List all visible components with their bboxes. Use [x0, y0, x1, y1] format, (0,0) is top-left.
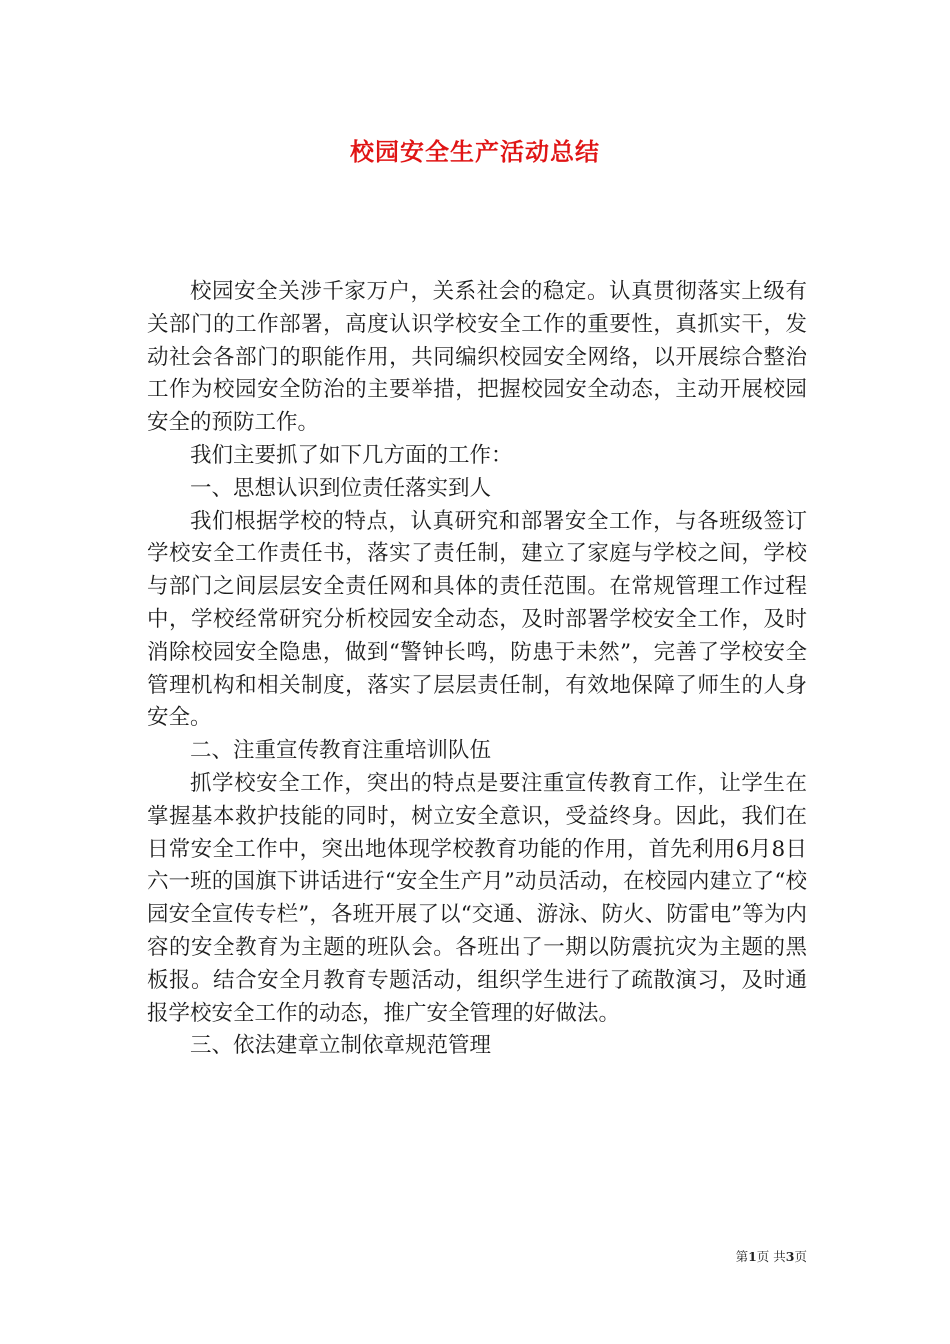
footer-suffix: 页: [794, 1249, 807, 1264]
paragraph-section-2: 抓学校安全工作，突出的特点是要注重宣传教育工作，让学生在掌握基本救护技能的同时，树立安全意识，受益终身。因此，我们在日常安全工作中，突出地体现学校教育功能的作用，首先利用6月8日六一班的国旗下讲话进行“安全生产月”动员活动，在校园内建立了“校园安全宣传专栏”，各班开展了以“交通、游泳、防火、防雷电”等为内容的安全教育为主题的班队会。各班出了一期以防震抗灾为主题的黑板报。结合安全月教育专题活动，组织学生进行了疏散演习，及时通报学校安全工作的动态，推广安全管理的好做法。: [147, 770, 807, 1026]
page-footer: [736, 1247, 807, 1265]
section-heading-1: 一、思想认识到位责任落实到人: [190, 475, 492, 501]
section-heading-2: 二、注重宣传教育注重培训队伍: [190, 738, 492, 764]
document-title: 校园安全生产活动总结: [350, 137, 600, 166]
document-body: [147, 276, 807, 1063]
footer-middle: 页 共: [756, 1249, 786, 1264]
footer-page-number: 1: [748, 1249, 757, 1264]
footer-total-pages: 3: [785, 1249, 795, 1264]
section-heading-3: 三、依法建章立制依章规范管理: [190, 1033, 492, 1059]
paragraph-section-1: 我们根据学校的特点，认真研究和部署安全工作，与各班级签订学校安全工作责任书，落实了责任制，建立了家庭与学校之间，学校与部门之间层层安全责任网和具体的责任范围。在常规管理工作过程中，学校经常研究分析校园安全动态，及时部署学校安全工作，及时消除校园安全隐患，做到“警钟长鸣，防患于未然”，完善了学校安全管理机构和相关制度，落实了层层责任制，有效地保障了师生的人身安全。: [147, 508, 807, 731]
paragraph-overview: 我们主要抓了如下几方面的工作：: [190, 442, 513, 468]
footer-prefix: 第: [735, 1249, 749, 1264]
paragraph-intro: 校园安全关涉千家万户，关系社会的稳定。认真贯彻落实上级有关部门的工作部署，高度认识学校安全工作的重要性，真抓实干，发动社会各部门的职能作用，共同编织校园安全网络，以开展综合整治工作为校园安全防治的主要举措，把握校园安全动态，主动开展校园安全的预防工作。: [147, 279, 807, 436]
